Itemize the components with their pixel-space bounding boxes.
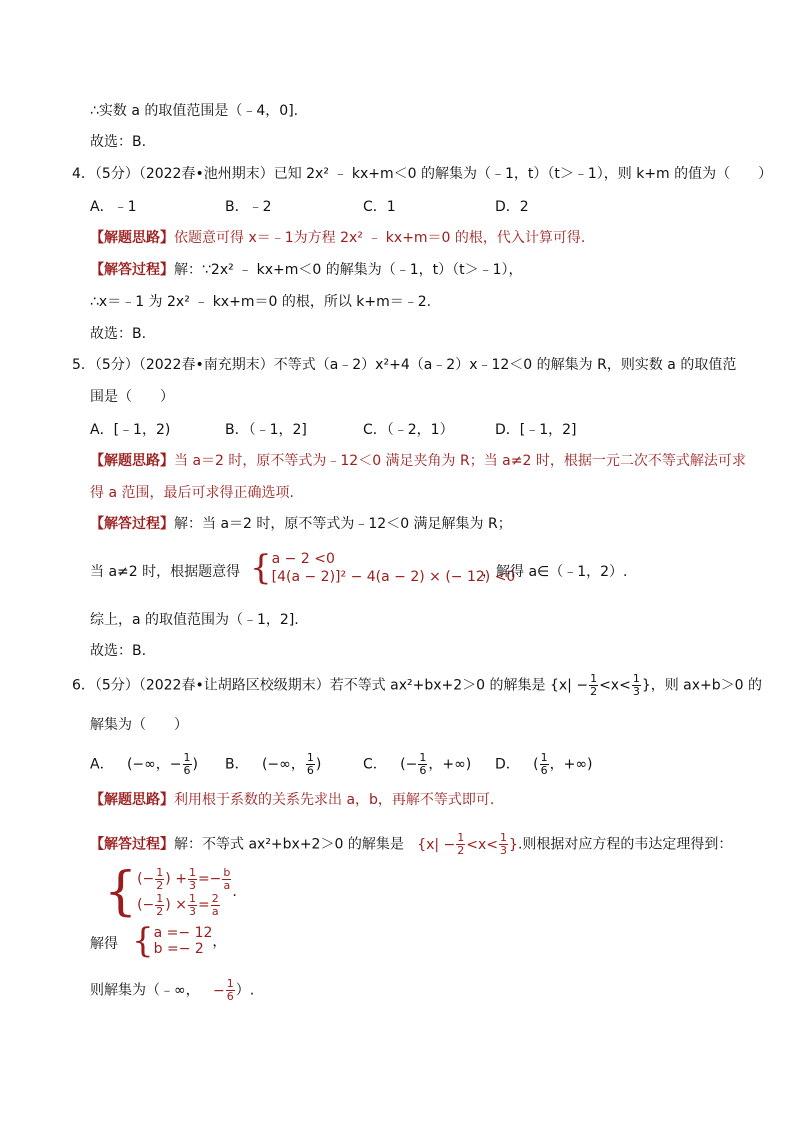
- q3-answer: 故选：B.: [90, 134, 147, 150]
- q5-option-b: B．（﹣1，2]: [225, 422, 307, 438]
- vieta-row-1: (− $\frac{1}{2}$ ) + $\frac{1}{3}$ =− $\frac{b}{a}$: [137, 865, 231, 892]
- system-row-2: [4(a − 2)]² − 4(a − 2) × (− 12) <0: [271, 569, 516, 585]
- idea-text: 依题意可得 x＝﹣1为方程 2x² ﹣ kx+m＝0 的根，代入计算可得.: [174, 230, 586, 246]
- q4-option-b: B．﹣2: [225, 199, 272, 215]
- q6-option-d: D． ( $\frac{1}{6}$ ，+∞): [495, 751, 593, 777]
- q6-proc1-post: .则根据对应方程的韦达定理得到：: [517, 836, 733, 853]
- q6-stem-2: 解集为（ ）: [90, 717, 188, 733]
- proc-tag: 【解答过程】: [90, 262, 174, 278]
- q6-stem-text: 6．（5分）（2022春•让胡路区校级期末）若不等式 ax²+bx+2＞0 的解集是: [72, 677, 546, 694]
- q6-stem-1: [72, 673, 762, 698]
- proc-tag: 【解答过程】: [90, 516, 174, 532]
- solve-row-1: a =− 12: [153, 925, 213, 941]
- q6-set-close: }，则 ax+b＞0 的: [641, 677, 763, 694]
- q6-option-a: A． (−∞，− $\frac{1}{6}$ ): [90, 751, 198, 777]
- q5-idea-2: 得 a 范围，最后可求得正确选项.: [90, 485, 294, 501]
- q6-idea: [90, 790, 494, 810]
- solve-row-2: b =− 2: [153, 941, 204, 957]
- q4-stem: 4．（5分）（2022春•池州期末）已知 2x² ﹣ kx+m＜0 的解集为（﹣1，t）（t＞﹣1），则 k+m 的值为（ ）: [72, 166, 773, 182]
- q3-conclusion: ∴实数 a 的取值范围是（﹣4，0].: [90, 103, 299, 119]
- idea-text: 当 a＝2 时，原不等式为﹣12＜0 满足夹角为 R；当 a≠2 时，根据一元二次不等式解法可求: [174, 453, 746, 469]
- q4-proc1: [90, 260, 523, 280]
- q6-solve-pre: 解得: [90, 936, 118, 952]
- q5-stem-2: 围是（ ）: [90, 389, 174, 405]
- brace: {: [250, 548, 272, 588]
- fraction: $\frac{1}{3}$: [632, 672, 640, 698]
- q5-stem-1: 5．（5分）（2022春•南充期末）不等式（a﹣2）x²+4（a﹣2）x﹣12＜0 的解集为 R，则实数 a 的取值范: [72, 357, 737, 373]
- q5-option-a: A．[﹣1，2): [90, 422, 171, 438]
- idea-tag: 【解题思路】: [90, 230, 174, 246]
- q6-option-c: C． (− $\frac{1}{6}$ ，+∞): [363, 751, 472, 777]
- q6-proc1: [90, 832, 732, 857]
- q5-proc3: 综上，a 的取值范围为（﹣1，2].: [90, 612, 299, 628]
- brace: {: [132, 921, 154, 961]
- q5-system: [250, 550, 515, 586]
- vieta-row-2: (− $\frac{1}{2}$ ) × $\frac{1}{3}$ = $\frac{2}{a}$: [137, 891, 219, 918]
- q5-option-c: C．（﹣2，1）: [363, 422, 454, 438]
- q5-idea-1: [90, 451, 746, 471]
- q6-set-mid: <x<: [599, 677, 631, 694]
- q5-proc2-pre: 当 a≠2 时，根据题意得: [90, 564, 241, 580]
- q5-option-d: D．[﹣1，2]: [495, 422, 577, 438]
- q5-proc1: [90, 514, 512, 534]
- q4-answer: 故选：B.: [90, 326, 147, 342]
- system-row-1: a − 2 <0: [271, 551, 335, 567]
- q6-set: {x| − $\frac{1}{2}$ <x< $\frac{1}{3}$ }: [417, 831, 518, 857]
- idea-tag: 【解题思路】: [90, 792, 174, 808]
- q6-final: 则解集为（﹣∞， − $\frac{1}{6}$ ）.: [90, 977, 255, 1003]
- idea-text: 利用根于系数的关系先求出 a，b，再解不等式即可.: [174, 792, 495, 808]
- q5-answer: 故选：B.: [90, 643, 147, 659]
- q4-proc2: ∴x＝﹣1 为 2x² ﹣ kx+m＝0 的根，所以 k+m＝﹣2.: [90, 294, 432, 310]
- fraction: $\frac{1}{2}$: [590, 672, 598, 698]
- proc-text: 解：不等式 ax²+bx+2＞0 的解集是: [174, 836, 404, 853]
- q4-option-d: D．2: [495, 199, 529, 215]
- idea-tag: 【解题思路】: [90, 453, 174, 469]
- q4-idea: [90, 228, 585, 248]
- q6-vieta-system: { (− $\frac{1}{2}$ ) + $\frac{1}{3}$ =− $\frac{b}{a}$ (− $\frac{1}{2}$ ) × $\frac{1}{3}$ = $\frac{2}{a}$ .: [104, 862, 237, 922]
- q6-set-open: {x| −: [549, 677, 589, 694]
- brace: {: [104, 862, 138, 922]
- q6-solve-system: { a =− 12 b =− 2 ，: [132, 921, 227, 961]
- q6-option-b: B． (−∞， $\frac{1}{6}$ ): [225, 751, 322, 777]
- proc-text: 解：∵2x² ﹣ kx+m＜0 的解集为（﹣1，t）（t＞﹣1），: [174, 262, 523, 278]
- q5-proc2-post: ，解得 a∈（﹣1，2）.: [482, 564, 628, 580]
- proc-text: 解：当 a＝2 时，原不等式为﹣12＜0 满足解集为 R；: [174, 516, 512, 532]
- proc-tag: 【解答过程】: [90, 836, 174, 853]
- q4-option-c: C．1: [363, 199, 396, 215]
- q4-option-a: A．﹣1: [90, 199, 137, 215]
